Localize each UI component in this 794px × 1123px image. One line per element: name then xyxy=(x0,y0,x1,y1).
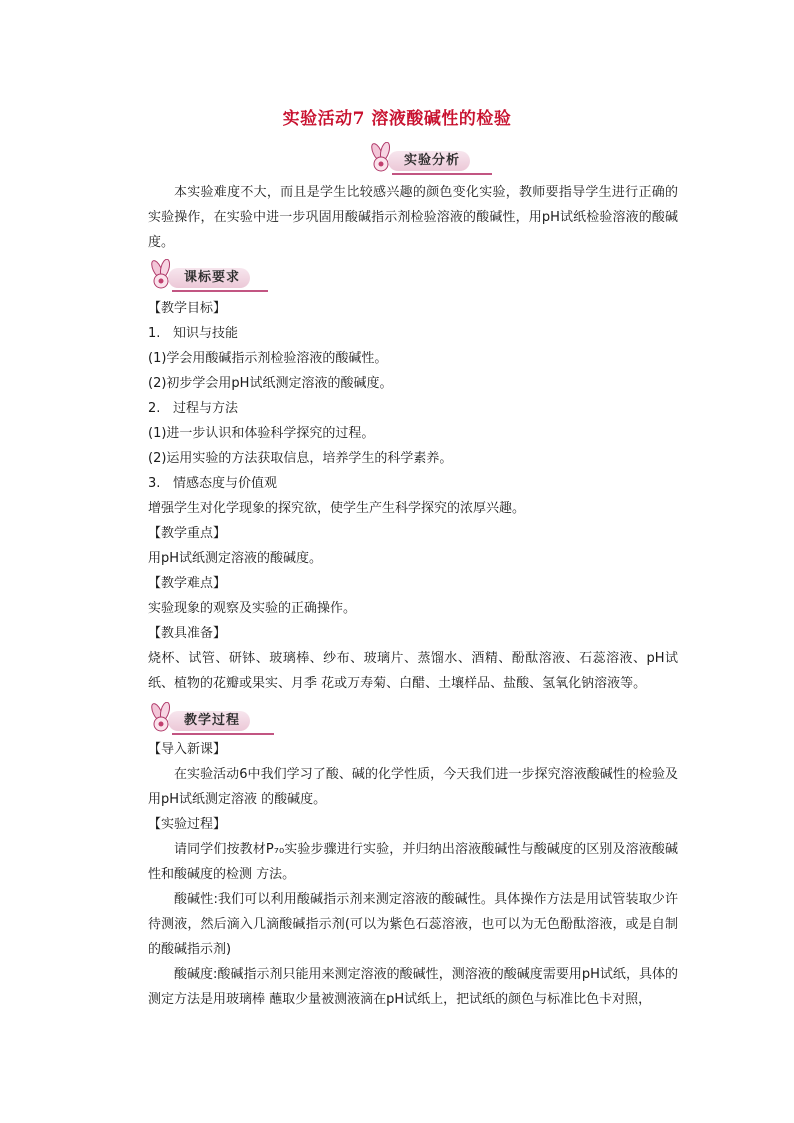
list-label: 情感态度与价值观 xyxy=(173,476,278,491)
goal-emotion-title xyxy=(148,471,678,496)
list-number: 2. xyxy=(148,401,161,416)
new-lesson-text: 在实验活动6中我们学习了酸、碱的化学性质，今天我们进一步探究溶液酸碱性的检验及用pH试纸测定溶液 的酸碱度。 xyxy=(148,767,678,807)
goal-item: (1)学会用酸碱指示剂检验溶液的酸碱性。 xyxy=(148,351,388,366)
acidity-paragraph: 酸碱性:我们可以利用酸碱指示剂来测定溶液的酸碱性。具体操作方法是用试管装取少许待测液，然后滴入几滴酸碱指示剂(可以为紫色石蕊溶液，也可以为无色酚酞溶液，或是自制的酸碱指示剂) xyxy=(148,892,678,957)
standard-block xyxy=(148,296,678,696)
divider xyxy=(392,173,492,175)
list-label: 知识与技能 xyxy=(173,326,239,341)
list-number: 3. xyxy=(148,476,161,491)
ph-degree-paragraph: 酸碱度:酸碱指示剂只能用来测定溶液的酸碱性，测溶液的酸碱度需要用pH试纸，具体的测定方法是用玻璃棒 蘸取少量被测液滴在pH试纸上，把试纸的颜色与标准比色卡对照， xyxy=(148,967,678,1007)
list-label: 过程与方法 xyxy=(173,401,239,416)
tools-heading: 【教具准备】 xyxy=(148,626,227,641)
goal-item: 增强学生对化学现象的探究欲，使学生产生科学探究的浓厚兴趣。 xyxy=(148,501,526,516)
intro-paragraph: 本实验难度不大，而且是学生比较感兴趣的颜色变化实验，教师要指导学生进行正确的实验操作，在实验中进一步巩固用酸碱指示剂检验溶液的酸碱性，用pH试纸检验溶液的酸碱度。 xyxy=(148,185,678,250)
goal-item: (2)初步学会用pH试纸测定溶液的酸碱度。 xyxy=(148,376,393,391)
procedure-heading: 【实验过程】 xyxy=(148,817,227,832)
goal-item: (2)运用实验的方法获取信息，培养学生的科学素养。 xyxy=(148,451,453,466)
tools-text: 烧杯、试管、研钵、玻璃棒、纱布、玻璃片、蒸馏水、酒精、酚酞溶液、石蕊溶液、pH试纸、植物的花瓣或果实、月季 花或万寿菊、白醋、土壤样品、盐酸、氢氧化钠溶液等。 xyxy=(148,651,678,691)
process-block xyxy=(148,737,678,1012)
section-tag-process xyxy=(148,706,278,734)
goal-process-title xyxy=(148,396,678,421)
divider xyxy=(172,290,268,292)
list-number: 1. xyxy=(148,326,161,341)
section-tag-label: 实验分析 xyxy=(388,151,470,171)
new-lesson-heading: 【导入新课】 xyxy=(148,742,227,757)
goals-heading: 【教学目标】 xyxy=(148,301,227,316)
section-tag-label: 教学过程 xyxy=(168,711,250,731)
focus-text: 用pH试纸测定溶液的酸碱度。 xyxy=(148,551,323,566)
section-tag-label: 课标要求 xyxy=(168,268,250,288)
divider xyxy=(172,733,274,735)
difficulty-heading: 【教学难点】 xyxy=(148,576,227,591)
goal-knowledge-title xyxy=(148,321,678,346)
difficulty-text: 实验现象的观察及实验的正确操作。 xyxy=(148,601,357,616)
page-title: 实验活动7 溶液酸碱性的检验 xyxy=(282,109,512,129)
procedure-text: 请同学们按教材P₇₀实验步骤进行实验，并归纳出溶液酸碱性与酸碱度的区别及溶液酸碱性和酸碱度的检测 方法。 xyxy=(148,842,678,882)
section-tag-analysis xyxy=(368,146,496,174)
section-tag-standard xyxy=(148,263,272,291)
goal-item: (1)进一步认识和体验科学探究的过程。 xyxy=(148,426,375,441)
intro-block xyxy=(148,180,678,255)
focus-heading: 【教学重点】 xyxy=(148,526,227,541)
